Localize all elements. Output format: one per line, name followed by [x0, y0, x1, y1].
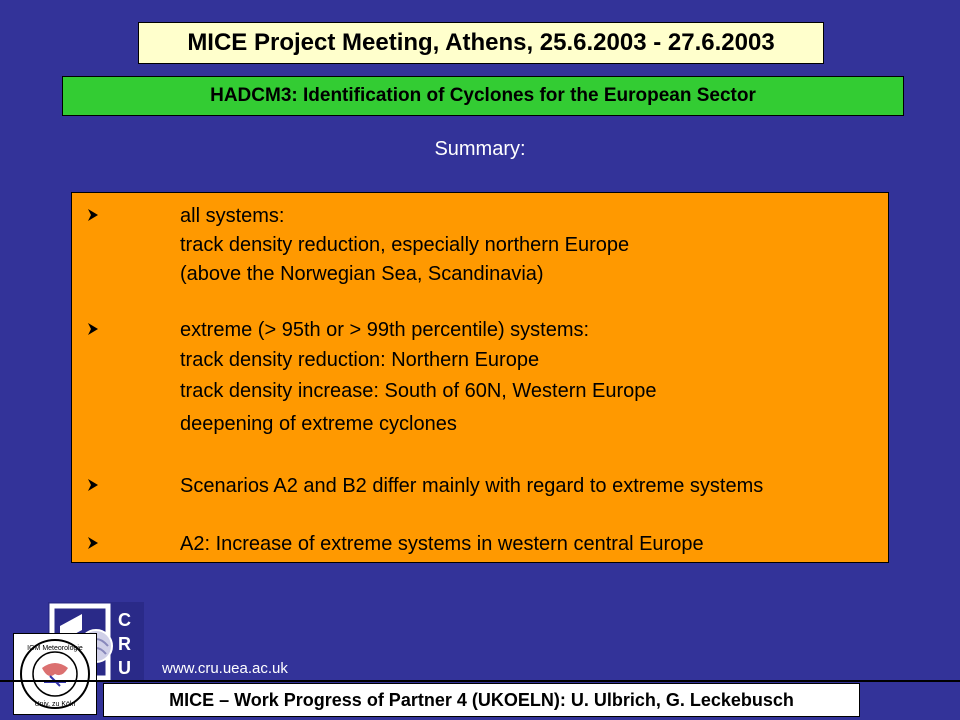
slide-title: MICE Project Meeting, Athens, 25.6.2003 - 27.6.2003 [187, 29, 775, 56]
slide-subtitle: HADCM3: Identification of Cyclones for the European Sector [210, 85, 756, 106]
bullet-line: deepening of extreme cyclones [180, 413, 457, 435]
bullet-line: Scenarios A2 and B2 differ mainly with regard to extreme systems [180, 475, 764, 497]
arrowhead-bullet-icon [86, 319, 102, 344]
arrowhead-bullet-icon [86, 475, 102, 500]
footer-box [103, 683, 860, 717]
footer-text: MICE – Work Progress of Partner 4 (UKOELN): U. Ulbrich, G. Leckebusch [169, 689, 794, 710]
title-box [138, 22, 824, 64]
svg-text:R: R [118, 634, 131, 654]
footer-divider [0, 680, 960, 682]
bullet-line: extreme (> 95th or > 99th percentile) systems: [180, 319, 590, 341]
bullet-line: A2: Increase of extreme systems in western central Europe [180, 533, 704, 555]
bullet-line: (above the Norwegian Sea, Scandinavia) [180, 263, 544, 285]
svg-text:IGM Meteorologie: IGM Meteorologie [27, 645, 83, 652]
arrowhead-bullet-icon [86, 205, 102, 230]
svg-text:U: U [118, 658, 131, 678]
summary-heading: Summary: [434, 138, 526, 160]
arrowhead-bullet-icon [86, 533, 102, 558]
svg-text:C: C [118, 610, 131, 630]
university-seal-logo [13, 633, 97, 715]
summary-content-box [71, 192, 889, 563]
bullet-line: track density reduction: Northern Europe [180, 349, 540, 371]
bullet-line: track density reduction, especially northern Europe [180, 234, 630, 256]
svg-text:Univ. zu Köln: Univ. zu Köln [34, 701, 76, 708]
bullet-line: track density increase: South of 60N, Western Europe [180, 380, 657, 402]
subtitle-box [62, 76, 904, 116]
bullet-line: all systems: [180, 205, 285, 227]
cru-url: www.cru.uea.ac.uk [162, 660, 288, 677]
